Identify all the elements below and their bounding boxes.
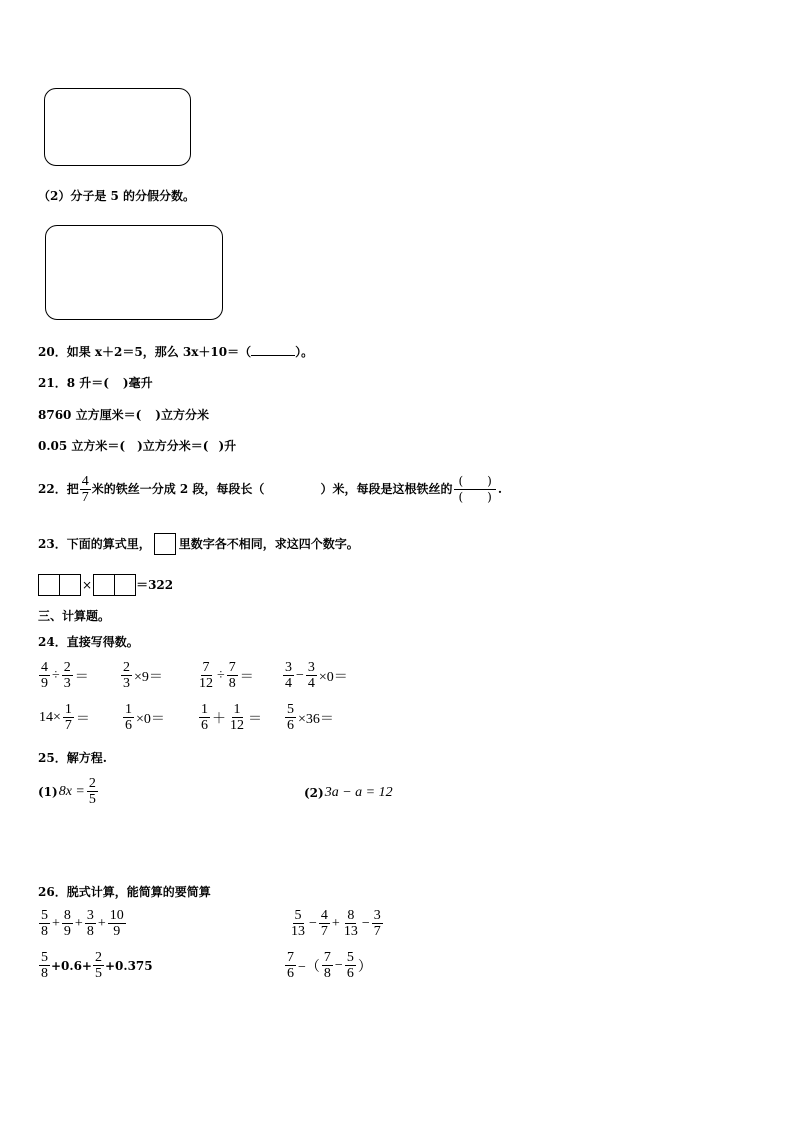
q25-p1-lhs: 8x =	[58, 783, 85, 799]
fraction	[345, 950, 356, 981]
fraction	[228, 702, 246, 733]
q20-blank[interactable]	[251, 343, 295, 356]
q26-expr-2	[288, 908, 384, 939]
numerator: 3	[307, 660, 315, 675]
q21-line3-c: )升	[218, 439, 237, 453]
operator: ÷	[52, 667, 60, 683]
fraction	[289, 908, 307, 939]
fraction	[197, 660, 215, 691]
question-22	[38, 470, 502, 508]
fraction	[322, 950, 333, 981]
q20-text: 如果 x＋2＝5，那么 3x＋10＝（	[66, 345, 252, 359]
question-21-line1	[38, 375, 153, 391]
numerator: 5	[294, 908, 302, 923]
question-20	[38, 343, 313, 360]
denominator: 6	[201, 718, 208, 733]
numerator: 5	[346, 950, 354, 965]
q24-item-2	[120, 660, 164, 691]
digit-box-3[interactable]	[93, 574, 115, 596]
operator: +	[331, 915, 340, 931]
fraction	[93, 950, 104, 981]
q22-fraction	[80, 474, 91, 505]
question-21-line2	[38, 407, 209, 423]
question-23	[38, 532, 359, 556]
q22-mid2: ）米，每段是这根铁丝的	[320, 482, 453, 496]
q22-frac-num: 4	[81, 473, 89, 489]
denominator: 9	[41, 676, 48, 691]
q26-expr-4	[284, 950, 373, 981]
digit-box-4[interactable]	[114, 574, 136, 596]
fraction	[39, 660, 50, 691]
q26-e3-mid: +0.6+	[51, 958, 92, 973]
digit-box-2[interactable]	[59, 574, 81, 596]
fraction	[108, 908, 126, 939]
numerator: 2	[123, 660, 130, 675]
fraction	[121, 660, 132, 691]
q26-expr-3	[38, 950, 153, 981]
q22-pre: 把	[66, 482, 79, 496]
operator: +	[74, 915, 83, 931]
fraction	[306, 660, 317, 691]
numerator: 10	[109, 908, 124, 923]
q25-p1-fraction	[87, 776, 98, 807]
operator: +	[97, 915, 106, 931]
numerator: 1	[201, 702, 208, 717]
question-21-line3	[38, 438, 236, 454]
fraction	[39, 950, 50, 981]
q26-expr-1	[38, 908, 127, 939]
q23-result: ＝322	[136, 578, 174, 592]
numerator: 3	[86, 908, 94, 923]
q22-frac-den: 7	[81, 489, 89, 505]
fraction	[283, 660, 294, 691]
numerator: 2	[95, 950, 102, 965]
numerator: 8	[63, 908, 71, 923]
numerator: 1	[233, 702, 241, 717]
q21-line1-b: )毫升	[122, 376, 153, 390]
q21-line2-a: 8760 立方厘米＝(	[38, 408, 142, 422]
denominator: 12	[230, 718, 244, 733]
answer-box-2[interactable]	[45, 225, 223, 320]
q25-p2-eq: 3a − a = 12	[324, 785, 393, 800]
fraction	[85, 908, 96, 939]
denominator: 6	[287, 966, 294, 981]
q22-end: .	[497, 482, 503, 496]
q24-item-6	[122, 702, 166, 733]
q24-item-1	[38, 660, 90, 691]
q21-number: 21．	[38, 376, 67, 390]
numerator: 5	[41, 908, 48, 923]
numerator: 7	[202, 660, 210, 675]
denominator: 7	[373, 924, 381, 939]
numerator: 3	[373, 908, 381, 923]
q25-p1-label: (1)	[38, 784, 58, 799]
denominator: 9	[113, 924, 121, 939]
fraction	[285, 950, 296, 981]
q21-line1-a: 8 升＝(	[66, 376, 109, 390]
denominator: 13	[343, 924, 358, 939]
q24-title: 24．直接写得数。	[38, 635, 139, 649]
fraction	[372, 908, 383, 939]
denominator: 6	[287, 718, 294, 733]
denominator: 3	[123, 676, 130, 691]
q24-item-7	[198, 702, 263, 733]
q25-part2	[304, 785, 394, 801]
numerator: 1	[64, 702, 72, 717]
q24-item-5	[38, 702, 91, 733]
q26-e4-end: ）	[357, 959, 372, 975]
denominator: 8	[41, 924, 48, 939]
denominator: 4	[285, 676, 292, 691]
fraction	[285, 702, 296, 733]
tail: ＝	[239, 669, 254, 685]
denominator: 9	[63, 924, 71, 939]
q23-post: 里数字各不相同，求这四个数字。	[178, 537, 359, 551]
numerator: 8	[347, 908, 355, 923]
numerator: 5	[287, 702, 294, 717]
numerator: 5	[41, 950, 48, 965]
q25-title: 25．解方程.	[38, 751, 107, 765]
tail: ×36＝	[298, 711, 334, 727]
denominator: 6	[346, 966, 354, 981]
operator: −	[361, 915, 370, 931]
numerator: 4	[41, 660, 48, 675]
q22-mid: 米的铁丝一分成 2 段，每段长（	[91, 482, 265, 496]
fraction	[123, 702, 134, 733]
q24-item-4	[282, 660, 349, 691]
denominator: 6	[125, 718, 132, 733]
fraction	[227, 660, 238, 691]
fraction	[62, 908, 73, 939]
q26-title: 26．脱式计算，能简算的要简算	[38, 885, 211, 899]
q24-item-3	[196, 660, 255, 691]
tail: ＝	[74, 669, 89, 685]
q20-number: 20．	[38, 345, 67, 359]
tail: ×9＝	[134, 669, 163, 685]
q21-line2-b: )立方分米	[155, 408, 209, 422]
q26-e4-mid: −（	[298, 959, 320, 975]
tail: ＝	[248, 711, 262, 727]
numerator: 7	[287, 950, 294, 965]
operator: −	[309, 915, 317, 931]
q22-paren-num: ( )	[454, 474, 495, 490]
tail: ×0＝	[136, 711, 165, 727]
fraction	[199, 702, 210, 733]
denominator: 8	[86, 924, 94, 939]
q26-e3-end: +0.375	[105, 958, 153, 973]
digit-box-1[interactable]	[38, 574, 60, 596]
q22-paren-den: ( )	[458, 489, 492, 504]
q19-part2: （2）分子是 5 的分假分数。	[38, 189, 196, 203]
numerator: 4	[320, 908, 328, 923]
q21-line3-b: )立方分米＝(	[137, 439, 209, 453]
section-3-title: 三、计算题。	[38, 609, 111, 623]
answer-box-1[interactable]	[44, 88, 191, 166]
q23-example-square	[154, 533, 176, 555]
denominator: 3	[63, 676, 71, 691]
tail: ×0＝	[318, 669, 348, 685]
denominator: 13	[291, 924, 305, 939]
operator: −	[296, 667, 304, 683]
q23-equation	[38, 573, 173, 597]
denominator: 12	[199, 676, 213, 691]
numerator: 7	[228, 660, 236, 675]
q23-times: ×	[82, 578, 93, 592]
q23-number: 23．	[38, 537, 67, 551]
numerator: 1	[125, 702, 132, 717]
denominator: 8	[228, 676, 236, 691]
q25-part1	[38, 776, 99, 807]
q20-text-end: ）。	[295, 345, 314, 359]
denominator: 8	[323, 966, 331, 981]
q25-p2-label: (2)	[304, 786, 324, 800]
denominator: 8	[41, 966, 48, 981]
tail: ＝	[75, 711, 90, 727]
numerator: 3	[285, 660, 292, 675]
fraction	[39, 908, 50, 939]
operator: ÷	[217, 667, 225, 683]
q21-line3-a: 0.05 立方米＝(	[38, 439, 126, 453]
operator: ＋	[212, 711, 226, 727]
q22-answer-fraction[interactable]	[454, 474, 495, 505]
denominator: 5	[88, 792, 96, 807]
q24-item-8	[284, 702, 335, 733]
numerator: 2	[63, 660, 71, 675]
fraction	[319, 908, 330, 939]
prefix: 14×	[39, 709, 61, 725]
fraction	[342, 908, 360, 939]
denominator: 4	[307, 676, 315, 691]
numerator: 7	[323, 950, 331, 965]
q22-number: 22．	[38, 482, 67, 496]
numerator: 2	[88, 776, 96, 791]
denominator: 5	[95, 966, 102, 981]
q23-pre: 下面的算式里，	[66, 537, 151, 551]
denominator: 7	[64, 718, 72, 733]
operator: −	[334, 957, 343, 973]
operator: +	[52, 915, 60, 931]
fraction	[62, 660, 73, 691]
denominator: 7	[320, 924, 328, 939]
fraction	[63, 702, 74, 733]
